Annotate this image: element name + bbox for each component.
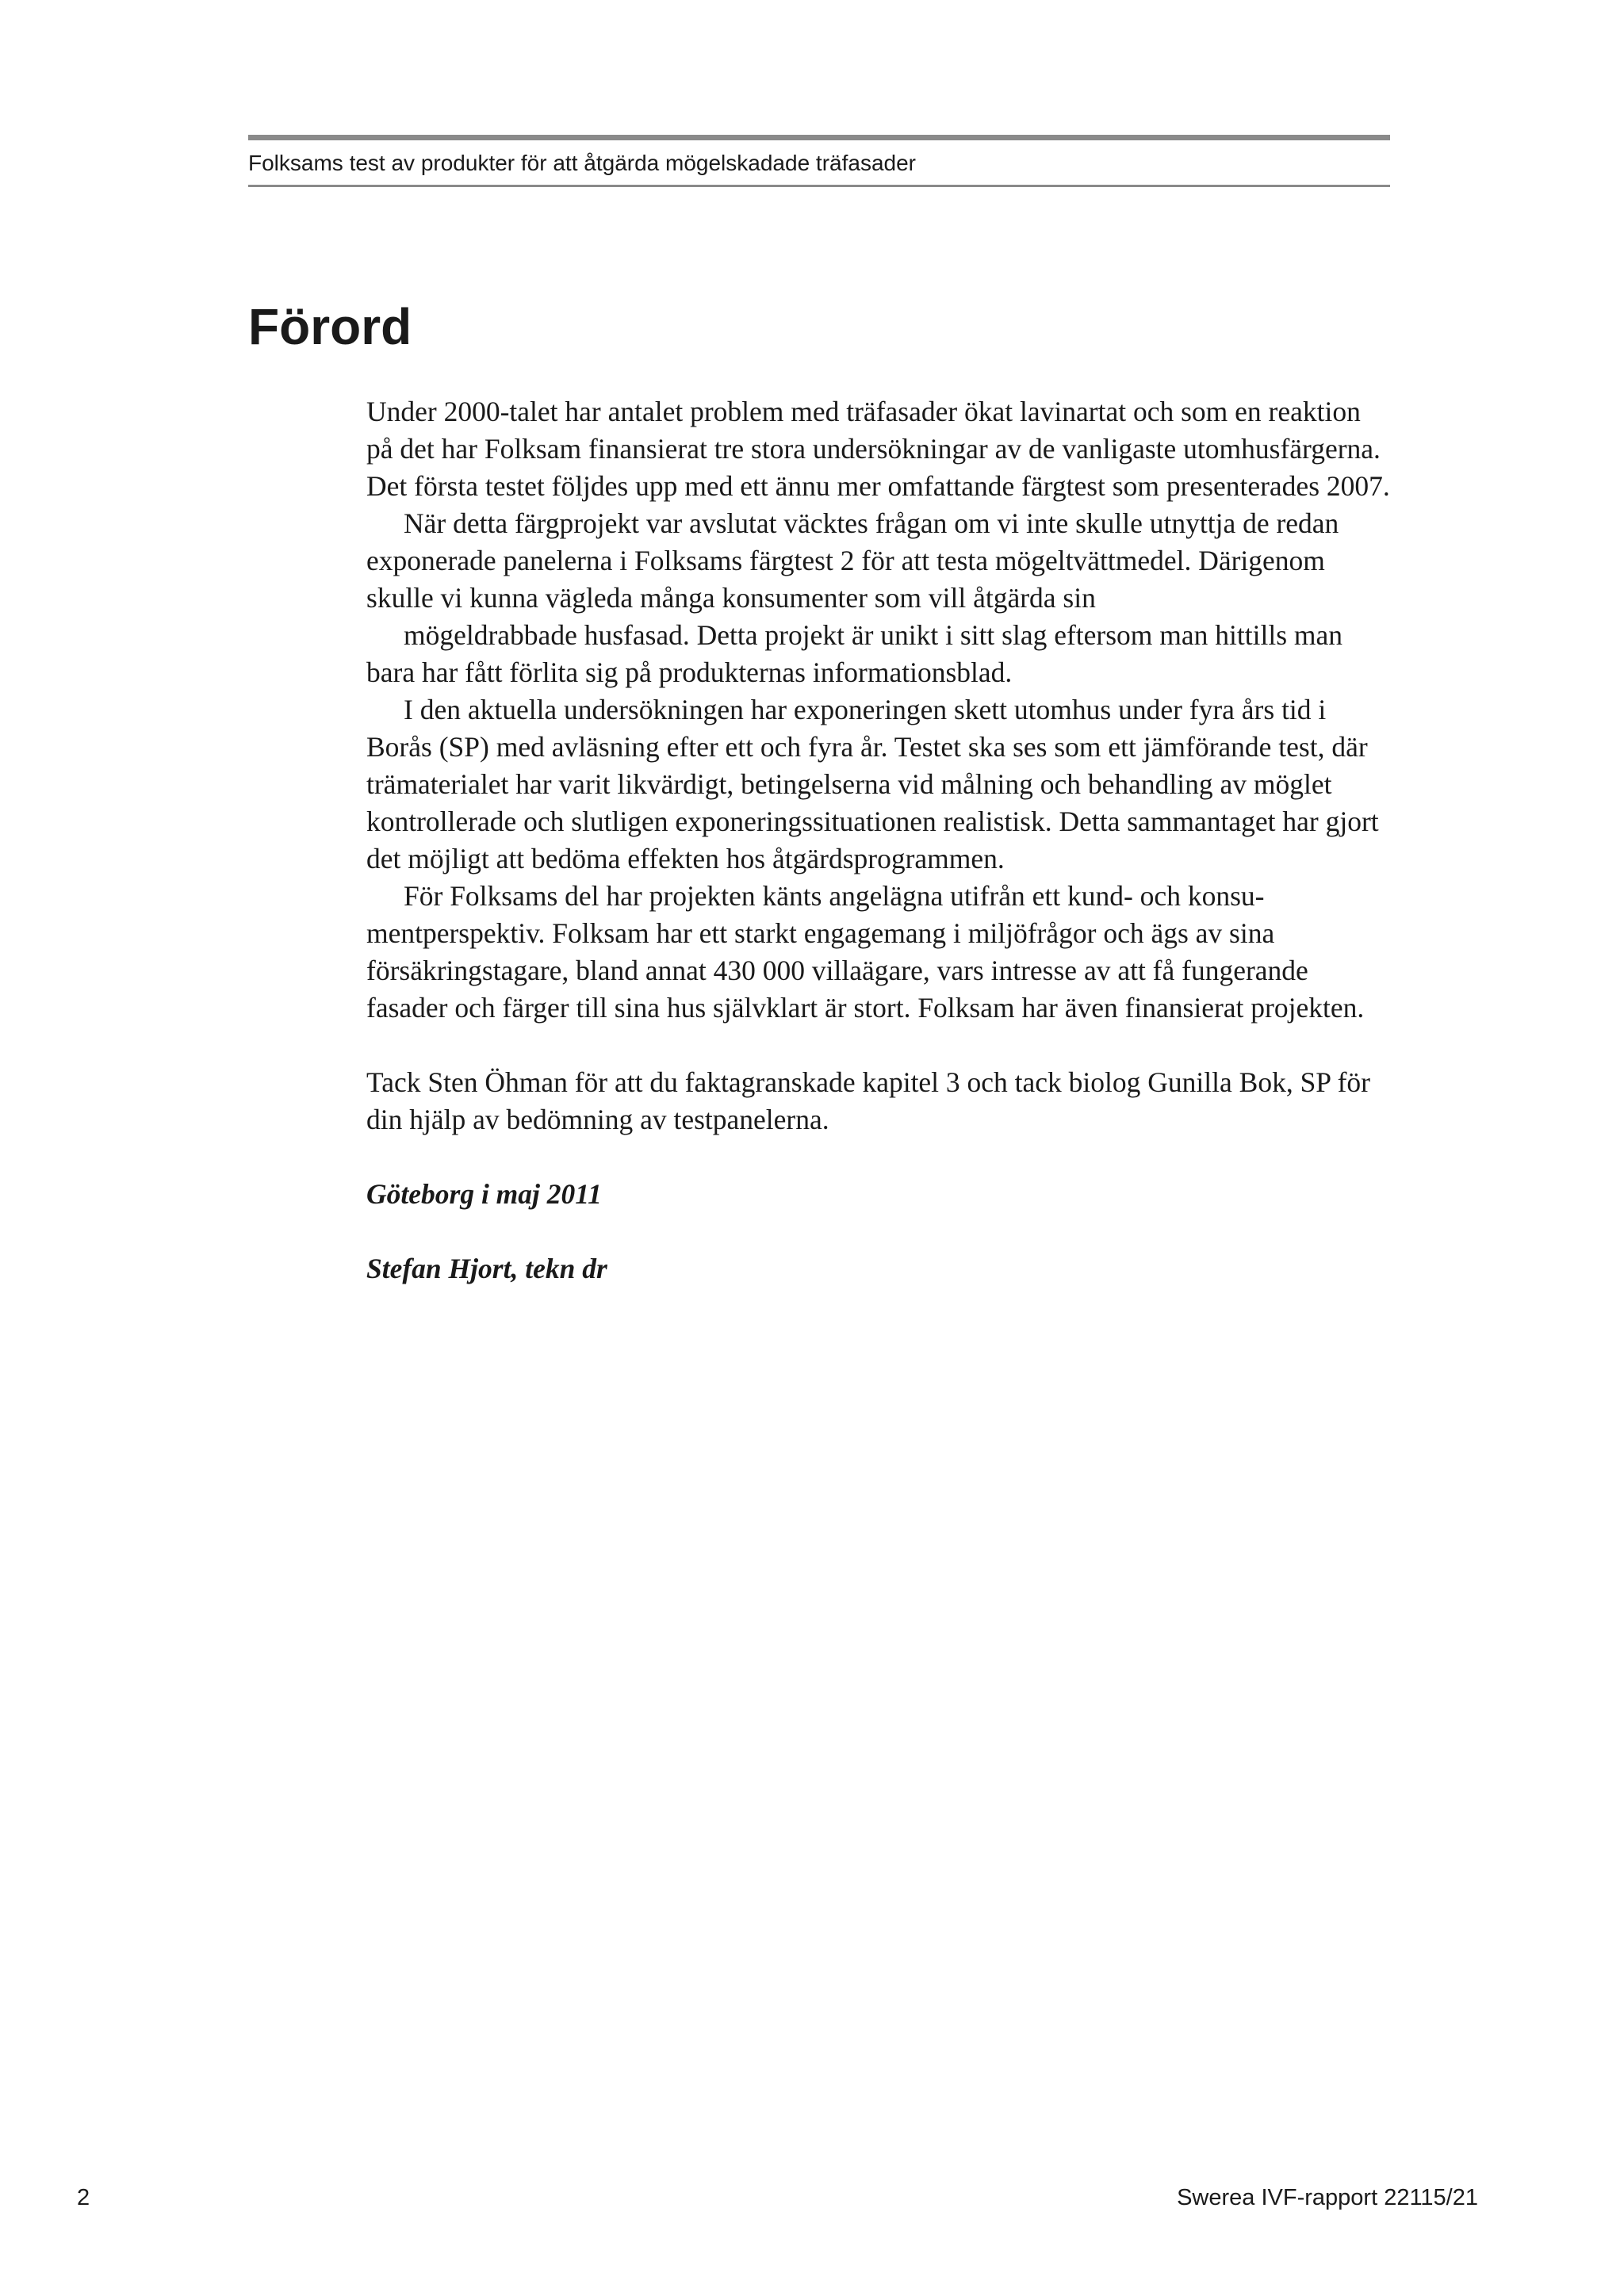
paragraph-6: Tack Sten Öhman för att du faktagranskade kapitel 3 och tack biolog Gunilla Bok, SP för din hjälp av bedömning av testpanelerna.: [366, 1066, 1371, 1135]
paragraph-3: mögeldrabbade husfasad. Detta projekt är unikt i sitt slag eftersom man hittills man bara har fått förlita sig på produkternas informationsblad.: [366, 619, 1343, 688]
running-header-title: Folksams test av produkter för att åtgärda mögelskadade träfasader: [248, 151, 916, 175]
paragraph-5: För Folksams del har projekten känts angelägna utifrån ett kund- och konsu-mentperspektiv. Folksam har ett starkt engagemang i miljöfrågor och ägs av sina försäkringstagare, bland annat 430 000 villaägare, vars intresse av att få fungerande fasader och färger till sina hus självklart är stort. Folksam har även finansierat projekten.: [366, 880, 1365, 1024]
body-text: [366, 393, 1391, 1288]
paragraph-4: I den aktuella undersökningen har exponeringen skett utomhus under fyra års tid i Borås (SP) med avläsning efter ett och fyra år. Testet ska ses som ett jämförande test, där trämaterialet har varit likvärdigt, betingelserna vid målning och behandling av möglet kontrollerade och slutligen exponeringssituationen realistisk. Detta sammantaget har gjort det möjligt att bedöma effekten hos åtgärdsprogrammen.: [366, 694, 1379, 874]
running-header: [248, 135, 1390, 187]
paragraph-2: När detta färgprojekt var avslutat väcktes frågan om vi inte skulle utnyttja de redan exponerade panelerna i Folksams färgtest 2 för att testa mögeltvättmedel. Därigenom skulle vi kunna vägleda många konsumenter som vill åtgärda sin: [366, 507, 1339, 614]
chapter-title: Förord: [248, 298, 412, 355]
report-id: Swerea IVF-rapport 22115/21: [1177, 2185, 1478, 2210]
paragraph-1: Under 2000-talet har antalet problem med träfasader ökat lavinartat och som en reaktion på det har Folksam finansierat tre stora undersökningar av de vanligaste utomhusfärgerna. Det första testet följdes upp med ett ännu mer omfattande färgtest som presenterades 2007.: [366, 396, 1390, 502]
page-number: 2: [77, 2185, 90, 2210]
signature: Stefan Hjort, tekn dr: [366, 1253, 607, 1284]
place-date: Göteborg i maj 2011: [366, 1178, 602, 1210]
